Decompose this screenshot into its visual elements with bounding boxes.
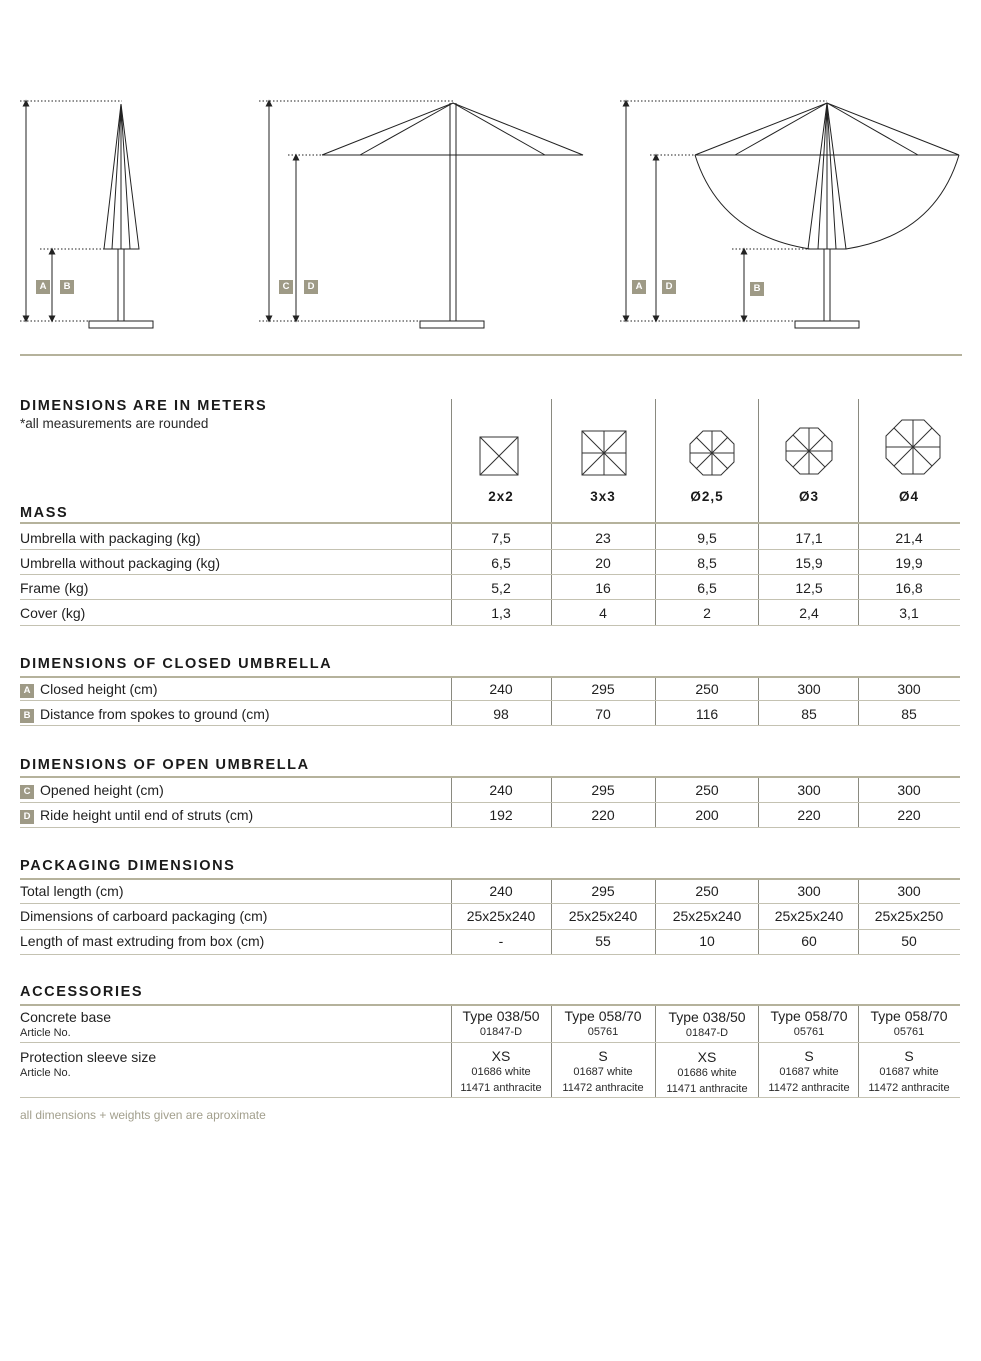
section-title-closed: DIMENSIONS OF CLOSED UMBRELLA	[20, 656, 333, 672]
column-header-2x2: 2x2	[488, 489, 514, 504]
row-divider	[20, 574, 960, 575]
cell-value: 25x25x240	[466, 908, 536, 924]
row-label-text: Opened height (cm)	[40, 782, 164, 798]
sleeve-size: S	[804, 1048, 814, 1064]
row-divider	[20, 625, 960, 626]
cell-value: 220	[797, 807, 821, 823]
badge-d: D	[20, 810, 34, 824]
cell-value: 55	[595, 933, 611, 949]
diagram-badge-b: B	[60, 280, 74, 294]
column-divider	[551, 879, 552, 955]
section-title-mass: MASS	[20, 505, 69, 521]
article-number: 11471 anthracite	[460, 1082, 542, 1094]
page-title: DIMENSIONS ARE IN METERS	[20, 398, 268, 414]
cell-value: 240	[489, 883, 513, 899]
row-label: Protection sleeve size	[20, 1049, 157, 1065]
row-divider	[20, 700, 960, 701]
article-number: 01687 white	[779, 1066, 839, 1078]
cell-value: 250	[695, 681, 719, 697]
diagram-badge-d: D	[304, 280, 318, 294]
article-number: 01847-D	[685, 1027, 729, 1039]
cell-value: 20	[595, 555, 611, 571]
row-divider	[20, 954, 960, 955]
cell-value: -	[498, 933, 504, 949]
section-title-accessories: ACCESSORIES	[20, 984, 144, 1000]
row-label-text: Distance from spokes to ground (cm)	[40, 706, 270, 722]
cell-value: 16	[595, 580, 611, 596]
column-header-3x3: 3x3	[590, 489, 616, 504]
row-divider	[20, 599, 960, 600]
cell-value: 200	[695, 807, 719, 823]
column-divider	[655, 879, 656, 955]
article-number: 01687 white	[573, 1066, 633, 1078]
cell-value: 300	[897, 782, 921, 798]
article-number: 05761	[793, 1026, 825, 1038]
column-divider	[655, 1005, 656, 1098]
cell-value: 220	[897, 807, 921, 823]
article-number: 05761	[587, 1026, 619, 1038]
cell-value: 17,1	[795, 530, 823, 546]
row-label	[20, 807, 253, 824]
row-label	[20, 782, 164, 799]
cell-value: 6,5	[697, 580, 717, 596]
cell-value: 23	[595, 530, 611, 546]
column-header-d3: Ø3	[798, 489, 819, 504]
cell-value: 70	[595, 706, 611, 722]
cell-value: 15,9	[795, 555, 823, 571]
article-number: 11471 anthracite	[666, 1083, 748, 1095]
badge-c: C	[20, 785, 34, 799]
octagon-3-icon	[784, 426, 834, 476]
cell-value: 220	[591, 807, 615, 823]
square-3x3-icon	[581, 430, 627, 476]
row-label: Length of mast extruding from box (cm)	[20, 933, 265, 949]
footer-note: all dimensions + weights given are aproximate	[20, 1108, 266, 1122]
section-title-packaging: PACKAGING DIMENSIONS	[20, 858, 236, 874]
cell-value: 8,5	[697, 555, 717, 571]
row-divider	[20, 1042, 960, 1043]
row-label: Total length (cm)	[20, 883, 124, 899]
cell-value: 19,9	[895, 555, 923, 571]
row-divider	[20, 827, 960, 828]
cell-value: 85	[901, 706, 917, 722]
section-title-open: DIMENSIONS OF OPEN UMBRELLA	[20, 757, 310, 773]
cell-value: 295	[591, 883, 615, 899]
row-label: Cover (kg)	[20, 605, 86, 621]
cell-value: 1,3	[491, 605, 511, 621]
article-number: 11472 anthracite	[868, 1082, 950, 1094]
cell-value: 16,8	[895, 580, 923, 596]
row-divider	[20, 929, 960, 930]
rounding-note: *all measurements are rounded	[20, 416, 209, 431]
cell-value: 300	[897, 681, 921, 697]
cell-value: 250	[695, 782, 719, 798]
cell-value: 4	[599, 605, 607, 621]
article-number: 01686 white	[471, 1066, 531, 1078]
diagram-badge-b: B	[750, 282, 764, 296]
row-label: Concrete base	[20, 1009, 112, 1025]
sleeve-size: XS	[491, 1048, 511, 1064]
column-divider	[551, 677, 552, 726]
row-divider	[20, 903, 960, 904]
row-label: Umbrella with packaging (kg)	[20, 530, 201, 546]
sleeve-size: XS	[697, 1049, 717, 1065]
row-label	[20, 706, 270, 723]
cell-value: 295	[591, 681, 615, 697]
row-divider	[20, 676, 960, 678]
cell-value: 98	[493, 706, 509, 722]
badge-b: B	[20, 709, 34, 723]
cell-value: 21,4	[895, 530, 923, 546]
octagon-4-icon	[884, 418, 942, 476]
column-header-d4: Ø4	[898, 489, 919, 504]
row-divider	[20, 878, 960, 880]
cell-value: 300	[897, 883, 921, 899]
base-type: Type 038/50	[462, 1008, 540, 1024]
cell-value: 240	[489, 782, 513, 798]
row-sublabel: Article No.	[20, 1027, 71, 1039]
column-header-d2-5: Ø2,5	[690, 489, 724, 504]
article-number: 01686 white	[677, 1067, 737, 1079]
row-label: Umbrella without packaging (kg)	[20, 555, 220, 571]
cell-value: 2	[703, 605, 711, 621]
base-type: Type 038/50	[668, 1009, 746, 1025]
article-number: 01687 white	[879, 1066, 939, 1078]
article-number: 01847-D	[479, 1026, 523, 1038]
cell-value: 60	[801, 933, 817, 949]
cell-value: 25x25x240	[774, 908, 844, 924]
base-type: Type 058/70	[770, 1008, 848, 1024]
row-sublabel: Article No.	[20, 1067, 71, 1079]
cell-value: 2,4	[799, 605, 819, 621]
sleeve-size: S	[598, 1048, 608, 1064]
cell-value: 300	[797, 782, 821, 798]
column-divider	[551, 1005, 552, 1098]
column-divider	[655, 677, 656, 726]
diagram-badge-a: A	[632, 280, 646, 294]
cell-value: 9,5	[697, 530, 717, 546]
umbrella-dimension-diagrams	[0, 0, 981, 360]
octagon-2-5-icon	[688, 429, 736, 477]
article-number: 11472 anthracite	[562, 1082, 644, 1094]
cell-value: 116	[695, 706, 719, 722]
cell-value: 300	[797, 883, 821, 899]
cell-value: 5,2	[491, 580, 511, 596]
row-label-text: Closed height (cm)	[40, 681, 158, 697]
row-label-text: Ride height until end of struts (cm)	[40, 807, 254, 823]
cell-value: 6,5	[491, 555, 511, 571]
cell-value: 25x25x240	[672, 908, 742, 924]
base-type: Type 058/70	[564, 1008, 642, 1024]
cell-value: 50	[901, 933, 917, 949]
column-divider	[551, 399, 552, 626]
cell-value: 85	[801, 706, 817, 722]
sleeve-size: S	[904, 1048, 914, 1064]
cell-value: 10	[699, 933, 715, 949]
cell-value: 240	[489, 681, 513, 697]
row-label: Frame (kg)	[20, 580, 89, 596]
cell-value: 25x25x240	[568, 908, 638, 924]
article-number: 11472 anthracite	[768, 1082, 850, 1094]
section-divider	[20, 354, 962, 356]
cell-value: 300	[797, 681, 821, 697]
cell-value: 192	[489, 807, 513, 823]
cell-value: 12,5	[795, 580, 823, 596]
cell-value: 250	[695, 883, 719, 899]
row-divider	[20, 776, 960, 778]
diagram-badge-d: D	[662, 280, 676, 294]
row-divider	[20, 1004, 960, 1006]
row-label: Dimensions of carboard packaging (cm)	[20, 908, 268, 924]
diagram-badge-a: A	[36, 280, 50, 294]
row-divider	[20, 522, 960, 524]
row-divider	[20, 549, 960, 550]
square-2x2-icon	[479, 436, 519, 476]
row-divider	[20, 725, 960, 726]
diagram-badge-c: C	[279, 280, 293, 294]
cell-value: 295	[591, 782, 615, 798]
row-divider	[20, 1097, 960, 1098]
row-label	[20, 681, 158, 698]
base-type: Type 058/70	[870, 1008, 948, 1024]
cell-value: 3,1	[899, 605, 919, 621]
article-number: 05761	[893, 1026, 925, 1038]
badge-a: A	[20, 684, 34, 698]
row-divider	[20, 802, 960, 803]
cell-value: 25x25x250	[874, 908, 944, 924]
cell-value: 7,5	[491, 530, 511, 546]
column-divider	[655, 399, 656, 626]
